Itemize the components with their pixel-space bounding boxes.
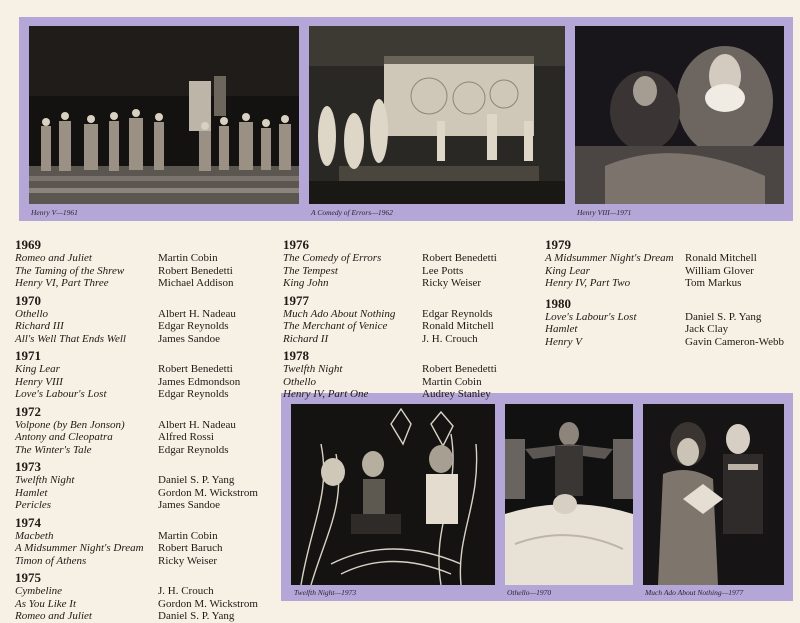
play-title: The Tempest	[283, 264, 338, 277]
production-row	[15, 530, 280, 543]
director-name: Edgar Reynolds	[422, 307, 493, 320]
season-year: 1978	[283, 348, 309, 363]
production-row	[15, 444, 280, 457]
play-title: Macbeth	[15, 529, 54, 542]
season-year: 1977	[283, 292, 309, 308]
play-title: Henry VI, Part Three	[15, 277, 109, 289]
director-name: Ricky Weiser	[422, 277, 482, 289]
season-year: 1975	[15, 570, 41, 585]
production-row	[283, 308, 543, 321]
play-title: King John	[283, 277, 329, 289]
season-1978	[283, 348, 543, 401]
production-row	[15, 542, 280, 555]
play-title: Othello	[283, 375, 316, 388]
director-name: Jack Clay	[685, 323, 729, 335]
director-name: James Sandoe	[158, 332, 221, 345]
photo-henry-v-1961	[29, 26, 299, 204]
season-1977	[283, 293, 543, 346]
production-row	[15, 610, 280, 623]
production-row	[545, 277, 795, 290]
director-name: Tom Markus	[685, 277, 742, 289]
play-title: As You Like It	[15, 597, 77, 610]
production-row	[545, 265, 795, 278]
production-row	[15, 363, 280, 376]
season-1970	[15, 293, 280, 346]
director-name: J. H. Crouch	[158, 585, 214, 597]
caption-henry-v: Henry V—1961	[31, 208, 78, 217]
director-name: Martin Cobin	[158, 252, 218, 264]
play-title: The Merchant of Venice	[283, 320, 388, 332]
season-year: 1972	[15, 403, 41, 419]
caption-othello: Othello—1970	[507, 588, 552, 597]
season-year: 1974	[15, 514, 41, 530]
director-name: Daniel S. P. Yang	[685, 310, 762, 323]
director-name: James Sandoe	[158, 499, 221, 511]
play-title: Romeo and Juliet	[15, 252, 92, 264]
director-name: Lee Potts	[422, 264, 464, 277]
production-row	[15, 333, 280, 346]
play-title: Henry IV, Part One	[283, 388, 369, 400]
production-row	[545, 311, 795, 324]
production-row	[15, 474, 280, 487]
season-1980	[545, 296, 795, 349]
director-name: William Glover	[685, 264, 754, 277]
play-title: Romeo and Juliet	[15, 610, 92, 622]
season-year: 1973	[15, 459, 41, 474]
season-1969	[15, 237, 280, 290]
play-title: Pericles	[15, 499, 52, 511]
production-row	[283, 333, 543, 346]
play-title: Twelfth Night	[283, 363, 343, 375]
director-name: Ronald Mitchell	[422, 320, 494, 332]
play-title: Love's Labour's Lost	[15, 388, 107, 400]
play-title: A Midsummer Night's Dream	[545, 252, 674, 264]
production-row	[283, 320, 543, 333]
production-row	[15, 487, 280, 500]
play-title: King Lear	[15, 363, 60, 375]
production-row	[15, 555, 280, 568]
director-name: Alfred Rossi	[158, 431, 214, 443]
season-1973	[15, 459, 280, 512]
play-title: Hamlet	[545, 323, 578, 335]
production-row	[283, 388, 543, 401]
production-row	[545, 252, 795, 265]
director-name: J. H. Crouch	[422, 332, 478, 345]
director-name: Albert H. Nadeau	[158, 307, 236, 320]
production-row	[283, 252, 543, 265]
director-name: Daniel S. P. Yang	[158, 474, 235, 486]
play-title: The Winter's Tale	[15, 443, 92, 456]
play-title: Antony and Cleopatra	[15, 431, 113, 443]
season-year: 1979	[545, 237, 571, 252]
caption-comedy-of-errors: A Comedy of Errors—1962	[311, 208, 393, 217]
production-column-3	[545, 234, 795, 348]
production-row	[15, 585, 280, 598]
play-title: Love's Labour's Lost	[545, 310, 637, 323]
director-name: Gordon M. Wickstrom	[158, 597, 258, 610]
play-title: Henry IV, Part Two	[545, 277, 631, 289]
director-name: Robert Baruch	[158, 542, 223, 554]
director-name: Martin Cobin	[422, 375, 482, 388]
production-row	[15, 499, 280, 512]
play-title: The Comedy of Errors	[283, 252, 382, 264]
play-title: The Taming of the Shrew	[15, 264, 125, 277]
production-row	[283, 376, 543, 389]
director-name: Ricky Weiser	[158, 554, 218, 567]
director-name: Daniel S. P. Yang	[158, 610, 235, 622]
season-year: 1969	[15, 237, 41, 252]
production-row	[15, 308, 280, 321]
photo-henry-viii-1971	[575, 26, 784, 204]
play-title: Volpone (by Ben Jonson)	[15, 418, 125, 431]
season-year: 1976	[283, 237, 309, 252]
production-row	[283, 265, 543, 278]
season-1979	[545, 237, 795, 290]
play-title: Twelfth Night	[15, 474, 75, 486]
season-1971	[15, 348, 280, 401]
play-title: Richard III	[15, 320, 64, 332]
photo-twelfth-night-1973	[291, 404, 495, 585]
director-name: Audrey Stanley	[422, 388, 491, 400]
director-name: James Edmondson	[158, 375, 241, 388]
play-title: King Lear	[545, 264, 590, 277]
director-name: Robert Benedetti	[422, 252, 497, 264]
caption-much-ado: Much Ado About Nothing—1977	[645, 588, 744, 597]
production-row	[15, 277, 280, 290]
photo-othello-1970	[505, 404, 633, 585]
play-title: Henry VIII	[15, 375, 63, 388]
season-year: 1970	[15, 292, 41, 308]
season-1974	[15, 515, 280, 568]
season-1976	[283, 237, 543, 290]
production-row	[15, 419, 280, 432]
director-name: Robert Benedetti	[422, 363, 497, 375]
season-1975	[15, 570, 280, 623]
production-row	[15, 388, 280, 401]
season-1972	[15, 404, 280, 457]
production-row	[15, 252, 280, 265]
director-name: Gavin Cameron-Webb	[685, 335, 784, 348]
play-title: Othello	[15, 307, 48, 320]
production-row	[15, 320, 280, 333]
play-title: Timon of Athens	[15, 554, 87, 567]
production-column-1	[15, 234, 280, 623]
production-row	[283, 277, 543, 290]
director-name: Michael Addison	[158, 277, 234, 289]
director-name: Edgar Reynolds	[158, 388, 229, 400]
director-name: Gordon M. Wickstrom	[158, 486, 258, 499]
director-name: Edgar Reynolds	[158, 320, 229, 332]
play-title: Cymbeline	[15, 585, 63, 597]
production-row	[15, 598, 280, 611]
production-column-2	[283, 234, 543, 401]
director-name: Robert Benedetti	[158, 264, 233, 277]
play-title: Much Ado About Nothing	[283, 307, 396, 320]
play-title: Richard II	[283, 332, 329, 345]
photo-much-ado-1977	[643, 404, 784, 585]
caption-henry-viii: Henry VIII—1971	[577, 208, 632, 217]
photo-comedy-of-errors-1962	[309, 26, 565, 204]
director-name: Ronald Mitchell	[685, 252, 757, 264]
director-name: Albert H. Nadeau	[158, 418, 236, 431]
production-row	[15, 431, 280, 444]
play-title: Henry V	[545, 335, 582, 348]
caption-twelfth-night: Twelfth Night—1973	[294, 588, 357, 597]
production-row	[545, 323, 795, 336]
play-title: Hamlet	[15, 486, 48, 499]
production-row	[545, 336, 795, 349]
season-year: 1980	[545, 295, 571, 311]
production-row	[15, 265, 280, 278]
play-title: A Midsummer Night's Dream	[15, 542, 144, 554]
season-year: 1971	[15, 348, 41, 363]
director-name: Martin Cobin	[158, 529, 218, 542]
play-title: All's Well That Ends Well	[15, 332, 126, 345]
production-row	[283, 363, 543, 376]
director-name: Robert Benedetti	[158, 363, 233, 375]
production-row	[15, 376, 280, 389]
director-name: Edgar Reynolds	[158, 443, 229, 456]
